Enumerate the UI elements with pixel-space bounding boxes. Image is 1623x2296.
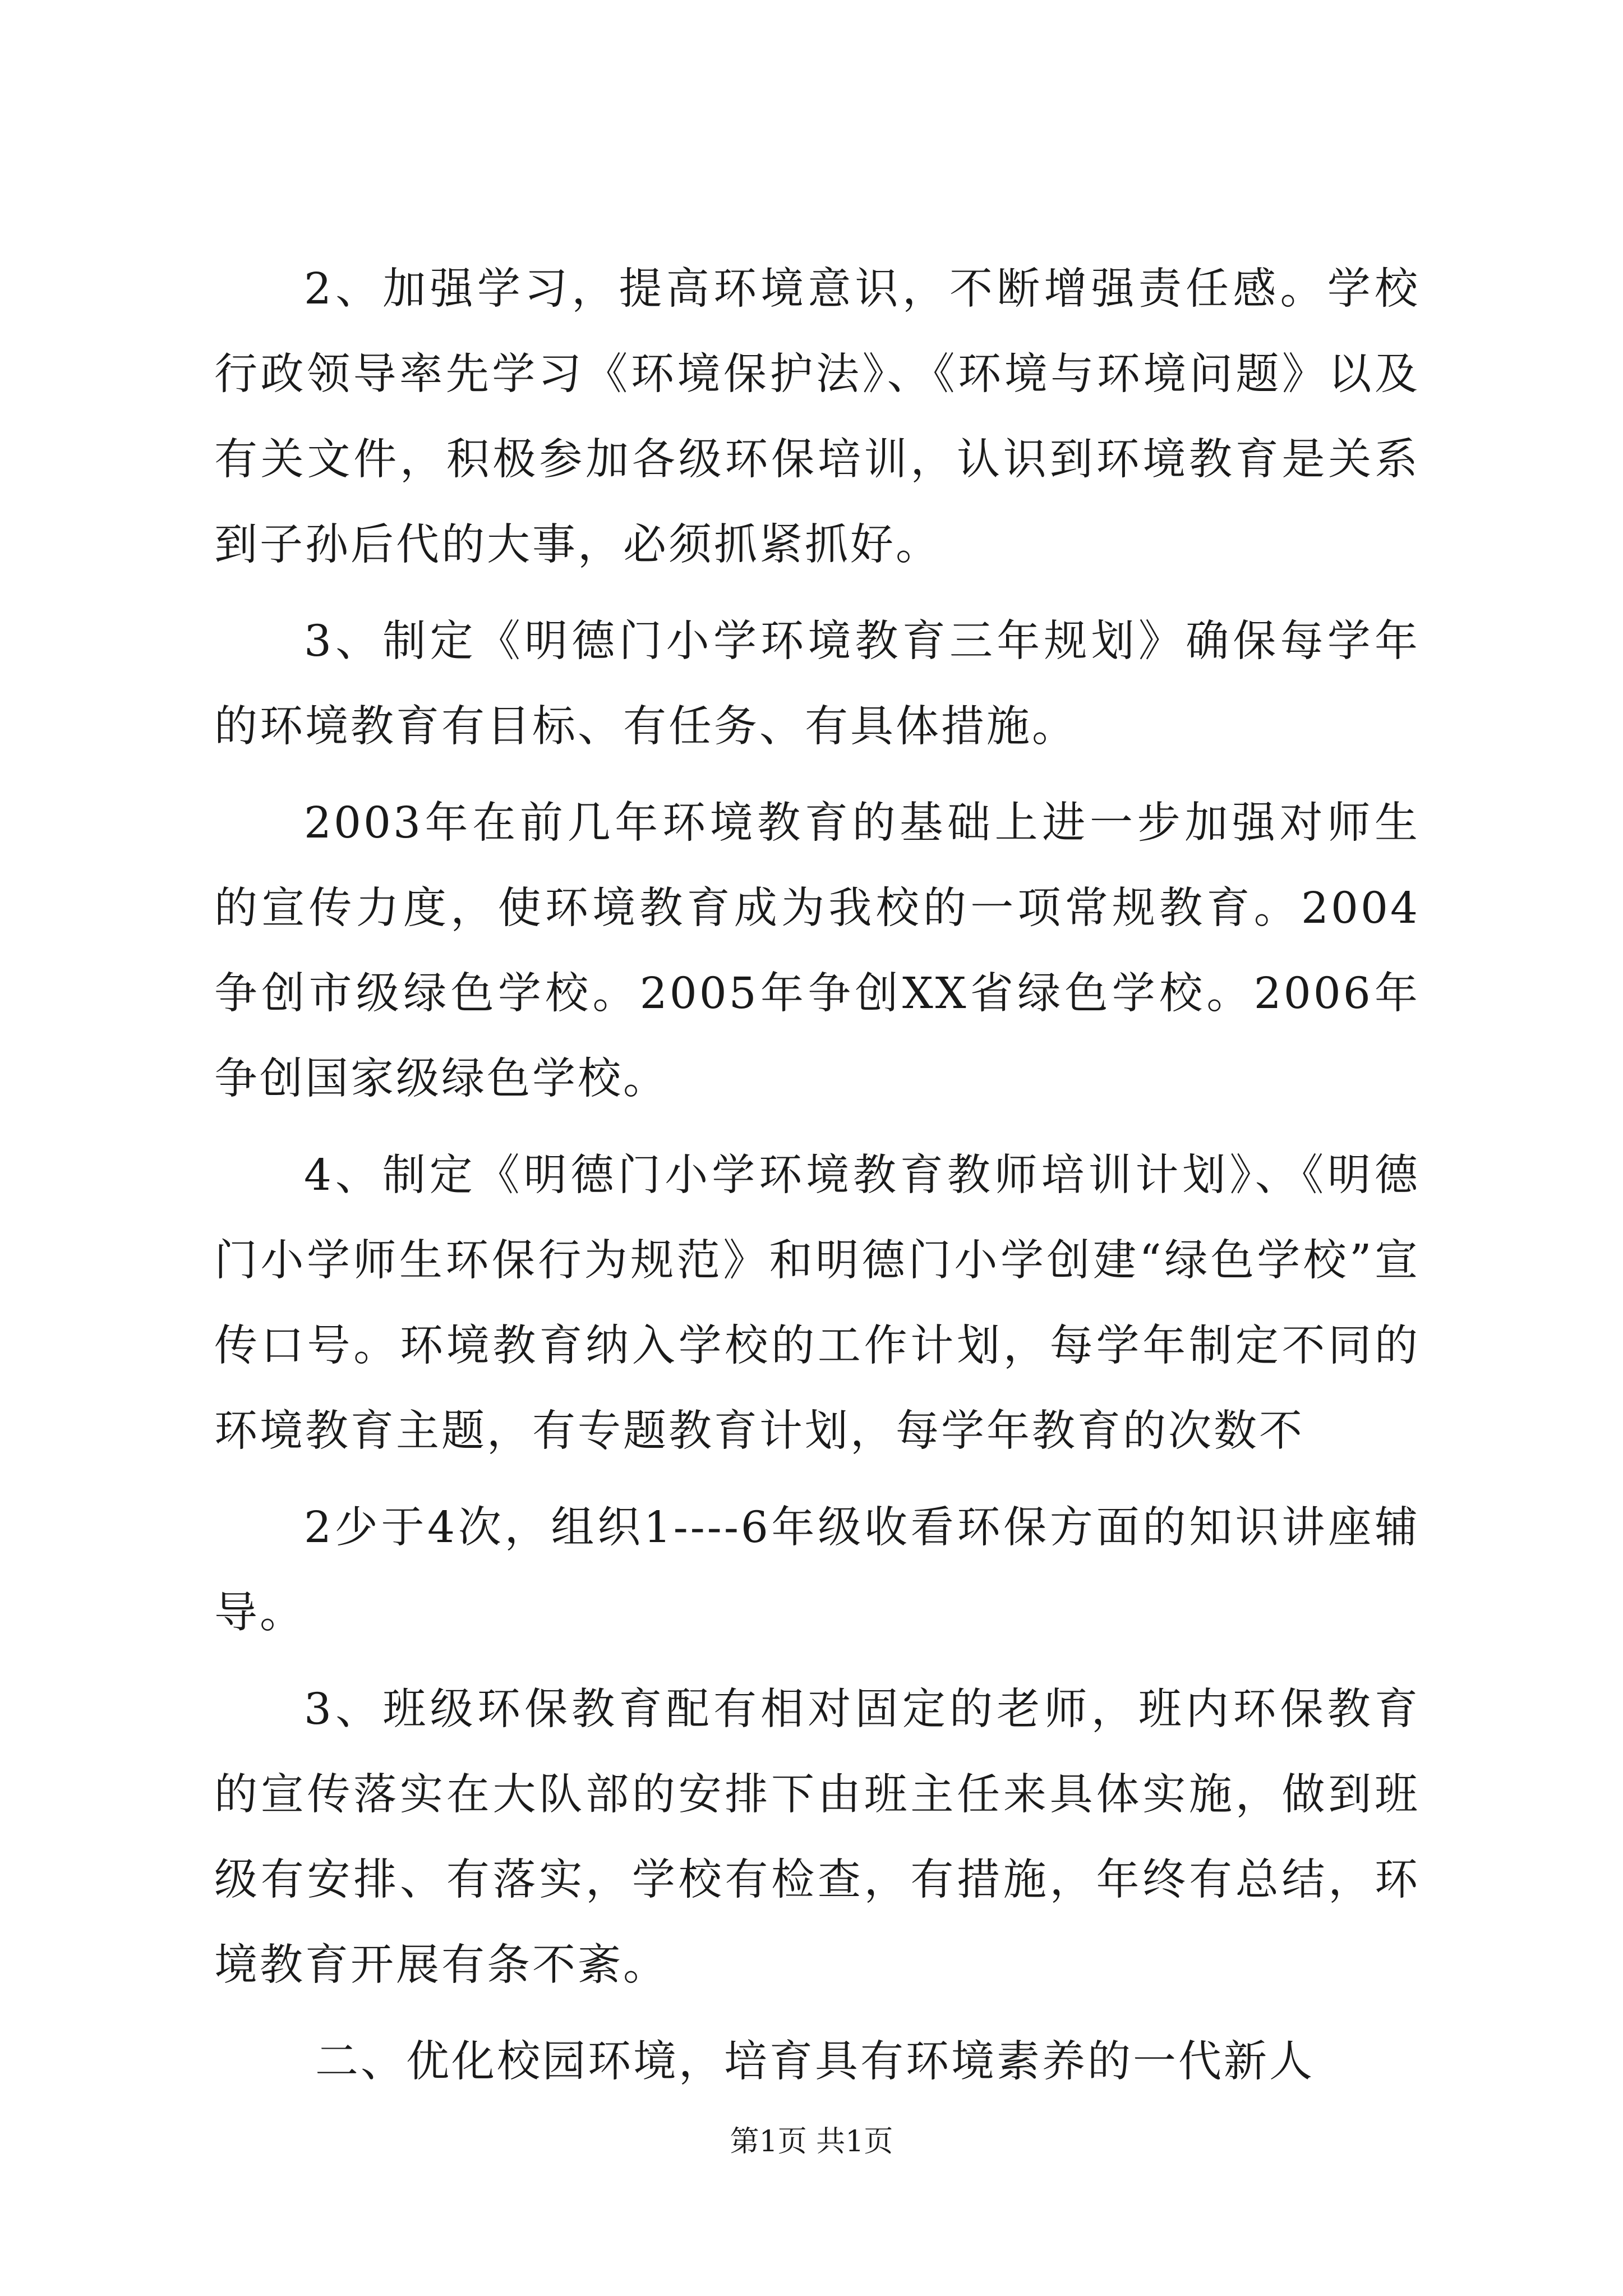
paragraph-2003-goals: 2003年在前几年环境教育的基础上进一步加强对师生的宣传力度，使环境教育成为我校的一项常规教育。2004争创市级绿色学校。2005年争创XX省绿色学校。2006年争创国家级绿色学校。 bbox=[214, 798, 1420, 1104]
paragraph-class-education: 3、班级环保教育配有相对固定的老师，班内环保教育的宣传落实在大队部的安排下由班主任来具体实施，做到班级有安排、有落实，学校有检查，有措施，年终有总结，环境教育开展有条不紊。 bbox=[214, 1685, 1420, 1990]
page-number-footer: 第1页 共1页 bbox=[730, 2125, 893, 2159]
paragraph-study: 2、加强学习，提高环境意识，不断增强责任感。学校行政领导率先学习《环境保护法》、《环境与环境问题》以及有关文件，积极参加各级环保培训，认识到环境教育是关系到子孙后代的大事，必须抓紧抓好。 bbox=[214, 264, 1420, 570]
paragraph-three-year-plan: 3、制定《明德门小学环境教育三年规划》确保每学年的环境教育有目标、有任务、有具体措施。 bbox=[214, 616, 1420, 752]
document-body bbox=[214, 247, 1420, 2105]
paragraph-lecture-count: 2少于4次，组织1----6年级收看环保方面的知识讲座辅导。 bbox=[214, 1503, 1420, 1638]
paragraph-teacher-training-plan: 4、制定《明德门小学环境教育教师培训计划》、《明德门小学师生环保行为规范》和明德门小学创建“绿色学校”宣传口号。环境教育纳入学校的工作计划，每学年制定不同的环境教育主题，有专题教育计划，每学年教育的次数不 bbox=[214, 1151, 1420, 1456]
section-heading: 二、优化校园环境，培育具有环境素养的一代新人 bbox=[315, 2037, 1315, 2087]
